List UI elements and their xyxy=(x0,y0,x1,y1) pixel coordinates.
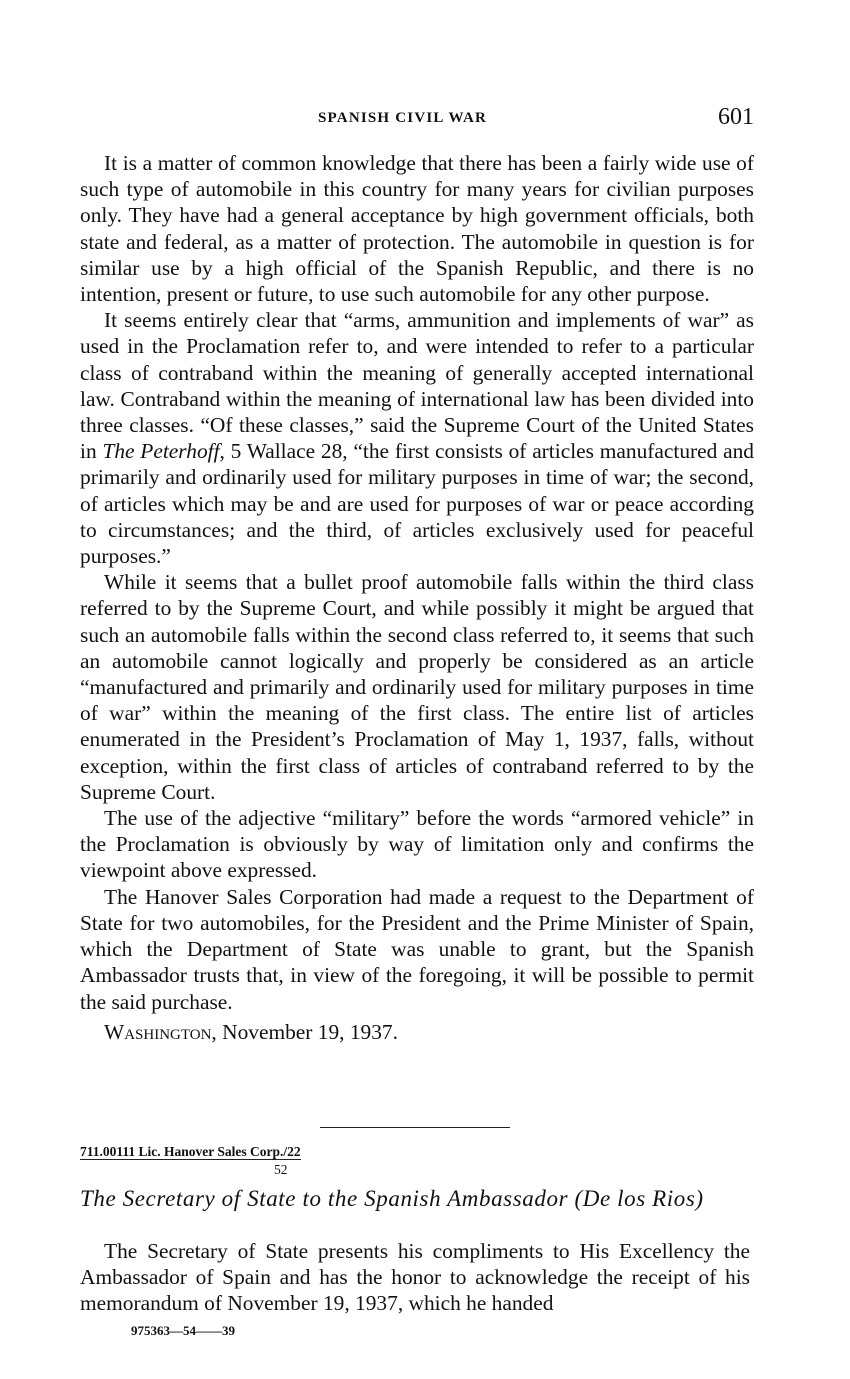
running-title: SPANISH CIVIL WAR xyxy=(318,110,488,126)
file-reference-text: 711.00111 Lic. Hanover Sales Corp./22 xyxy=(80,1144,301,1159)
contraband-text-after-case: , 5 Wallace 28, “the first consists of articles manufactured and primarily and ordinarily used for military purposes in time of war; the second, of articles which may be and are used for purposes of war or peace according to circumstances; and the third, of articles exclusively used for peaceful purposes.” xyxy=(80,439,754,569)
signoff-place: Washington xyxy=(104,1019,212,1044)
signoff-date: November 19, 1937. xyxy=(222,1019,398,1044)
document-number: 52 xyxy=(274,1162,288,1177)
signoff: Washington, November 19, 1937. xyxy=(104,1019,398,1044)
document-heading xyxy=(80,1186,750,1212)
paragraph-common-knowledge: It is a matter of common knowledge that there has been a fairly wide use of such type of automobile in this country for many years for civilian purposes only. They have had a general acceptance by high government officials, both state and federal, as a matter of protection. The automobile in question is for similar use by a high official of the Spanish Republic, and there is no intention, present or future, to use such automobile for any other purpose. xyxy=(80,151,754,307)
document-body-paragraph: The Secretary of State presents his compliments to His Excellency the Ambassador of Spain and has the honor to acknowledge the receipt of his memorandum of November 19, 1937, which he handed xyxy=(80,1239,750,1316)
document-heading-main: The Secretary of State to the Spanish Ambassador xyxy=(80,1186,569,1211)
contraband-text-before-case: It seems entirely clear that “arms, ammunition and implements of war” as used in the Proclamation refer to, and were intended to refer to a particular class of contraband within the meaning of generally accepted international law. Contraband within the meaning of international law has been divided into three classes. “Of these classes,” said the Supreme Court of the United States in xyxy=(80,308,754,464)
paragraph-contraband-classes xyxy=(80,307,754,569)
document-body xyxy=(80,1238,750,1317)
document-heading-recipient: (De los Rios) xyxy=(574,1186,704,1211)
page-number: 601 xyxy=(718,104,754,130)
section-divider xyxy=(320,1127,510,1128)
memorandum-body xyxy=(80,150,754,1045)
file-reference xyxy=(80,1144,301,1160)
case-name: The Peterhoff xyxy=(102,439,220,464)
paragraph-hanover-request: The Hanover Sales Corporation had made a request to the Department of State for two automobiles, for the President and the Prime Minister of Spain, which the Department of State was unable to grant, but the Spanish Ambassador trusts that, in view of the foregoing, it will be possible to permit the said purchase. xyxy=(80,884,754,1014)
running-head xyxy=(80,106,756,136)
paragraph-bullet-proof-class: While it seems that a bullet proof automobile falls within the third class referred to by the Supreme Court, and while possibly it might be argued that such an automobile falls within the second class referred to, it seems that such an automobile cannot logically and properly be considered as an article “manufactured and primarily and ordinarily used for military purposes in time of war” within the meaning of the first class. The entire list of articles enumerated in the President’s Proclamation of May 1, 1937, falls, without exception, within the first class of articles of contraband referred to by the Supreme Court. xyxy=(80,570,754,804)
paragraph-military-adjective: The use of the adjective “military” before the words “armored vehicle” in the Proclamation is obviously by way of limitation only and confirms the viewpoint above expressed. xyxy=(80,806,754,883)
print-code: 975363—54——39 xyxy=(131,1323,235,1338)
